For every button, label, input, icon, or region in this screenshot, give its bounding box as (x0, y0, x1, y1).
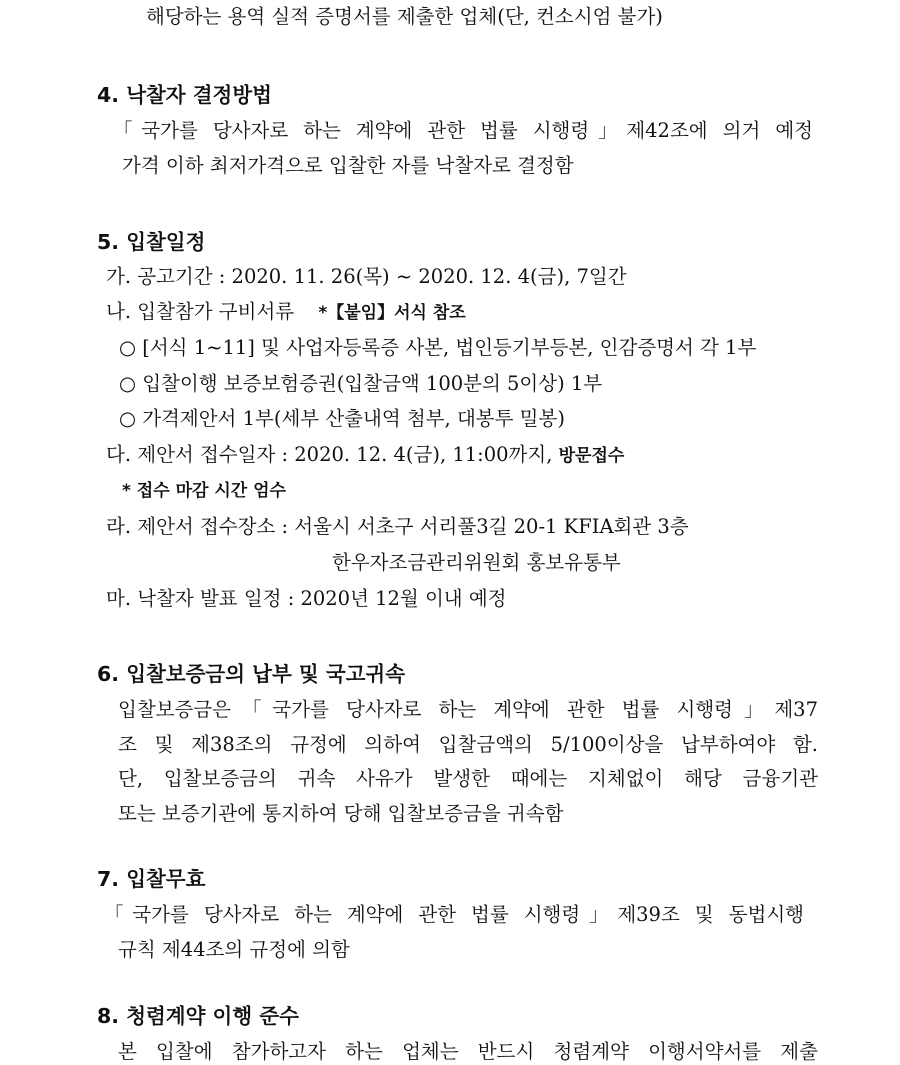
document-item-3: ○ 가격제안서 1부(세부 산출내역 첨부, 대봉투 밀봉) (119, 407, 565, 430)
section-5-heading: 5. 입찰일정 (97, 230, 206, 254)
section-6-line-4: 또는 보증기관에 통지하여 당해 입찰보증금을 귀속함 (118, 802, 564, 825)
section-7-heading: 7. 입찰무효 (97, 867, 206, 891)
section-7-line-1: 「국가를 당사자로 하는 계약에 관한 법률 시행령」제39조 및 동법시행 (104, 903, 804, 926)
schedule-na (106, 299, 466, 326)
section-6-line-3: 단, 입찰보증금의 귀속 사유가 발생한 때에는 지체없이 해당 금융기관 (118, 767, 818, 790)
section-4-heading: 4. 낙찰자 결정방법 (97, 83, 272, 107)
schedule-na-note: *【붙임】서식 참조 (318, 303, 466, 323)
schedule-da-bold: 방문접수 (558, 446, 625, 466)
section-8-heading: 8. 청렴계약 이행 준수 (97, 1004, 299, 1028)
schedule-ga: 가. 공고기간 : 2020. 11. 26(목) ~ 2020. 12. 4(금), 7일간 (106, 265, 627, 288)
document-item-1: ○ [서식 1~11] 및 사업자등록증 사본, 법인등기부등본, 인감증명서 각 1부 (119, 336, 757, 359)
section-4-line-1: 「국가를 당사자로 하는 계약에 관한 법률 시행령」제42조에 의거 예정 (113, 119, 813, 142)
section-6-line-1: 입찰보증금은「국가를 당사자로 하는 계약에 관한 법률 시행령」제37 (118, 698, 818, 721)
section-7-line-2: 규칙 제44조의 규정에 의함 (118, 938, 350, 961)
schedule-da-note: * 접수 마감 시간 엄수 (122, 481, 286, 501)
section-4-line-2: 가격 이하 최저가격으로 입찰한 자를 낙찰자로 결정함 (122, 154, 574, 177)
schedule-ra-line-1: 라. 제안서 접수장소 : 서울시 서초구 서리풀3길 20-1 KFIA회관 3층 (106, 515, 689, 538)
schedule-da (106, 442, 624, 469)
section-6-heading: 6. 입찰보증금의 납부 및 국고귀속 (97, 662, 406, 686)
schedule-na-text: 나. 입찰참가 구비서류 (106, 300, 295, 323)
section-6-line-2: 조 및 제38조의 규정에 의하여 입찰금액의 5/100이상을 납부하여야 함. (118, 733, 818, 756)
document-item-2: ○ 입찰이행 보증보험증권(입찰금액 100분의 5이상) 1부 (119, 372, 603, 395)
schedule-ma: 마. 낙찰자 발표 일정 : 2020년 12월 이내 예정 (106, 587, 507, 610)
intro-line: 해당하는 용역 실적 증명서를 제출한 업체(단, 컨소시엄 불가) (146, 5, 663, 28)
section-8-line-1: 본 입찰에 참가하고자 하는 업체는 반드시 청렴계약 이행서약서를 제출 (118, 1040, 818, 1063)
schedule-da-text: 다. 제안서 접수일자 : 2020. 12. 4(금), 11:00까지, (106, 443, 553, 466)
schedule-ra-line-2: 한우자조금관리위원회 홍보유통부 (332, 551, 621, 574)
